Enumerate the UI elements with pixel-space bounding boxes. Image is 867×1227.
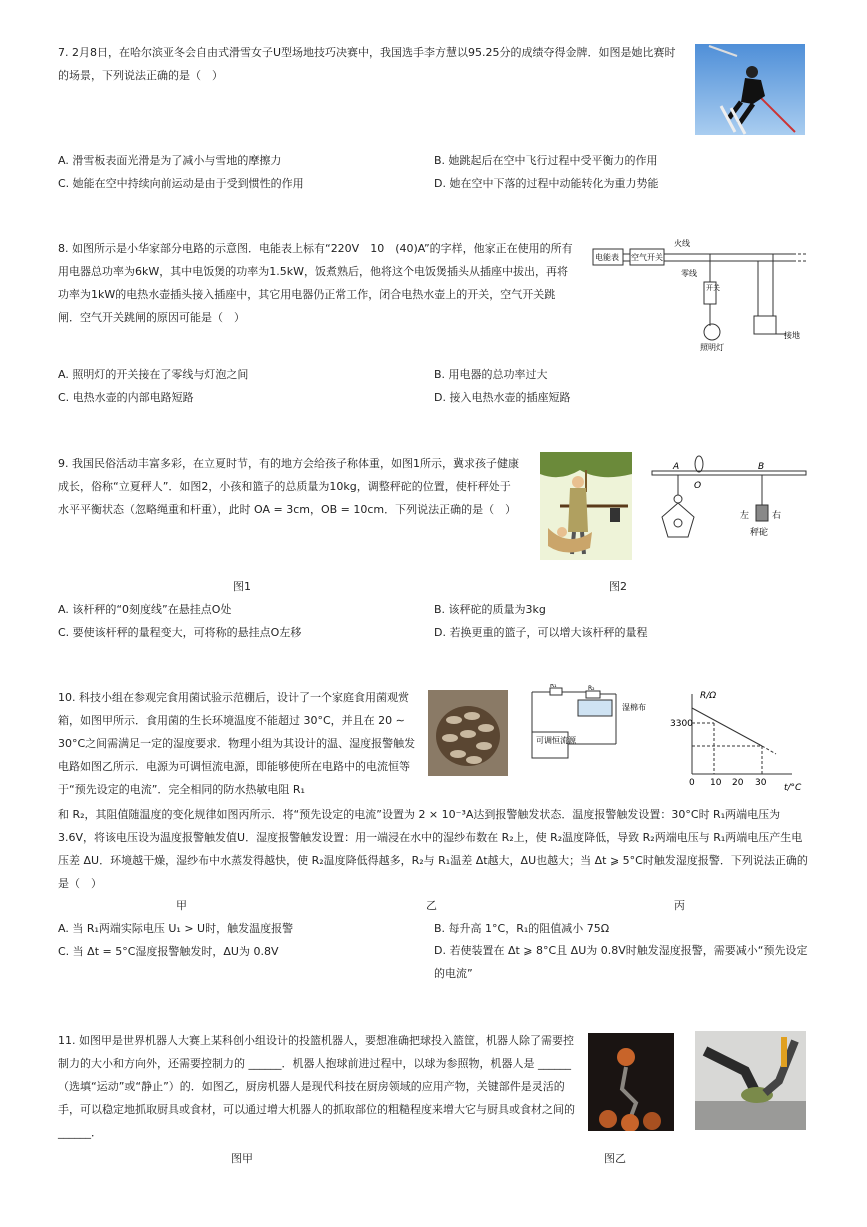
switch-label-1: 开关 <box>706 284 720 292</box>
q8-option-c: C. 电热水壶的内部电路短路 <box>58 391 194 404</box>
q10-option-a: A. 当 R₁两端实际电压 U₁ > U时，触发温度报警 <box>58 922 294 935</box>
graph-x-axis-label: t/°C <box>784 783 802 792</box>
meter-label: 电能表 <box>595 253 619 262</box>
label-right: 右 <box>772 511 782 521</box>
q9-fig1-illustration <box>540 452 632 560</box>
skier-photo <box>695 44 805 135</box>
graph-x-tick-30: 30 <box>755 778 767 788</box>
q7-stem: 7. 2月8日，在哈尔滨亚冬会自由式滑雪女子U型场地技巧决赛中，我国选手李方慧以95.25分的成绩夺得金牌．如图是她比赛时的场景，下列说法正确的是（ ） <box>58 46 676 82</box>
q9-option-d: D. 若换更重的篮子，可以增大该杆秤的量程 <box>434 626 648 639</box>
q10-option-c: C. 当 Δt = 5°C湿度报警触发时，ΔU为 0.8V <box>58 945 279 958</box>
label-point-o: O <box>694 481 702 491</box>
q8-option-a: A. 照明灯的开关接在了零线与灯泡之间 <box>58 368 249 381</box>
gauze-label: 湿棉布 <box>622 703 646 712</box>
q10-stem-part2: 和 R₂，其阻值随温度的变化规律如图丙所示．将“预先设定的电流”设置为 2 × 10⁻³A达到报警触发状态．温度报警触发设置：30°C时 R₁两端电压为3.6V，将该电压设为温度报警触发值U．湿度报警触发设置：用一端浸在水中的湿纱布数在 R₂上，使 R₂温度降低，导致 R₂两端电压与 R₁两端电压产生电压差 ΔU．环境越干燥，湿纱布中水蒸发得越快，使 R₂温度降低得越多，R₂与 R₁温差 Δt越大，ΔU也越大；当 Δt ⩾ 5°C时触发湿度报警．下列说法正确的是（ ） <box>58 808 808 890</box>
q11-fig-yi-kitchen-robot-photo <box>695 1031 806 1130</box>
breaker-label: 空气开关 <box>631 253 663 262</box>
q10-option-d: D. 若使装置在 Δt ⩾ 8°C且 ΔU为 0.8V时触发湿度报警，需要减小“预先设定的电流” <box>434 944 808 980</box>
q10-option-b: B. 每升高 1°C，R₁的阻值减小 75Ω <box>434 922 610 935</box>
graph-y-tick-3300: 3300 <box>670 719 693 729</box>
lamp-label: 照明灯 <box>700 343 724 352</box>
q8-stem: 8. 如图所示是小华家部分电路的示意图．电能表上标有“220V 10 (40)A”的字样，他家正在使用的所有用电器总功率为6kW，其中电饭煲的功率为1.5kW，饭煮熟后，他将这个电饭煲插头从插座中拔出，再将功率为1kW的电热水壶插头接入插座中，其它用电器仍正常工作，闭合电热水壶上的开关，空气开关跳闸．空气开关跳闸的原因可能是（ ） <box>58 242 573 324</box>
neutral-wire-label: 零线 <box>681 269 697 278</box>
graph-y-axis-label: R/Ω <box>700 691 717 701</box>
graph-x-tick-10: 10 <box>710 778 722 788</box>
label-left: 左 <box>740 511 750 521</box>
q10-stem-part1: 10. 科技小组在参观完食用菌试验示范棚后，设计了一个家庭食用菌观赏箱，如图甲所示．食用菌的生长环境温度不能超过 30°C，并且在 20 ∼ 30°C之间需满足一定的湿度要求．物理小组为其设计的温、湿度报警触发电路如图乙所示．电源为可调恒流电源，即能够使所在电路中的电流恒等于“预先设定的电流”．完全相同的防水热敏电阻 R₁ <box>58 691 416 796</box>
q10-fig-jia-mushroom-photo <box>428 690 508 776</box>
q10-fig-yi-circuit <box>528 684 656 762</box>
q10-fig-jia-caption: 甲 <box>176 899 187 912</box>
r2-label: R₂ <box>588 685 595 692</box>
q7-option-d: D. 她在空中下落的过程中动能转化为重力势能 <box>434 177 659 190</box>
q7-option-c: C. 她能在空中持续向前运动是由于受到惯性的作用 <box>58 177 304 190</box>
q9-option-a: A. 该杆秤的“0刻度线”在悬挂点O处 <box>58 603 232 616</box>
q11-fig-jia-robot-photo <box>588 1033 674 1131</box>
current-source-label: 可调恒流源 <box>536 736 576 745</box>
q10-fig-bing-caption: 丙 <box>674 899 685 912</box>
q9-fig2-diagram <box>648 455 808 545</box>
graph-x-tick-0: 0 <box>689 778 695 788</box>
ground-label: 接地 <box>784 331 800 340</box>
q7-option-a: A. 滑雪板表面光滑是为了减小与雪地的摩擦力 <box>58 154 282 167</box>
graph-x-tick-20: 20 <box>732 778 744 788</box>
q11-fig-yi-caption: 图乙 <box>604 1152 626 1165</box>
live-wire-label: 火线 <box>674 239 690 248</box>
q11-fig-jia-caption: 图甲 <box>231 1152 253 1165</box>
q9-option-c: C. 要使该杆秤的量程变大，可将称的悬挂点O左移 <box>58 626 302 639</box>
q10-fig-yi-caption: 乙 <box>426 899 437 912</box>
q8-option-b: B. 用电器的总功率过大 <box>434 368 548 381</box>
q10-fig-bing-graph <box>666 688 812 792</box>
q9-fig1-caption: 图1 <box>233 580 251 593</box>
label-point-b: B <box>758 462 765 472</box>
q9-stem: 9. 我国民俗活动丰富多彩，在立夏时节，有的地方会给孩子称体重，如图1所示，冀求孩子健康成长，俗称“立夏秤人”．如图2，小孩和篮子的总质量为10kg，调整秤砣的位置，使杆秤处于水平平衡状态（忽略绳重和杆重），此时 OA = 3cm，OB = 10cm．下列说法正确的是（ ） <box>58 457 519 516</box>
q11-stem: 11. 如图甲是世界机器人大赛上某科创小组设计的投篮机器人，要想准确把球投入篮筐，机器人除了需要控制力的大小和方向外，还需要控制力的 ______．机器人抱球前进过程中，以球为参照物，机器人是 ______（选填“运动”或“静止”）的．如图乙，厨房机器人是现代科技在厨房领域的应用产物，关键部件是灵活的手，可以稳定地抓取厨具或食材，可以通过增大机器人的抓取部位的粗糙程度来增大它与厨具或食材之间的 ______． <box>58 1034 575 1139</box>
q8-circuit-diagram <box>588 234 808 358</box>
q9-option-b: B. 该秤砣的质量为3kg <box>434 603 546 616</box>
q7-option-b: B. 她跳起后在空中飞行过程中受平衡力的作用 <box>434 154 658 167</box>
r1-label: R₁ <box>550 684 557 689</box>
label-point-a: A <box>673 462 680 472</box>
q9-fig2-caption: 图2 <box>609 580 627 593</box>
q8-option-d: D. 接入电热水壶的插座短路 <box>434 391 571 404</box>
label-weight: 秤砣 <box>750 528 769 538</box>
